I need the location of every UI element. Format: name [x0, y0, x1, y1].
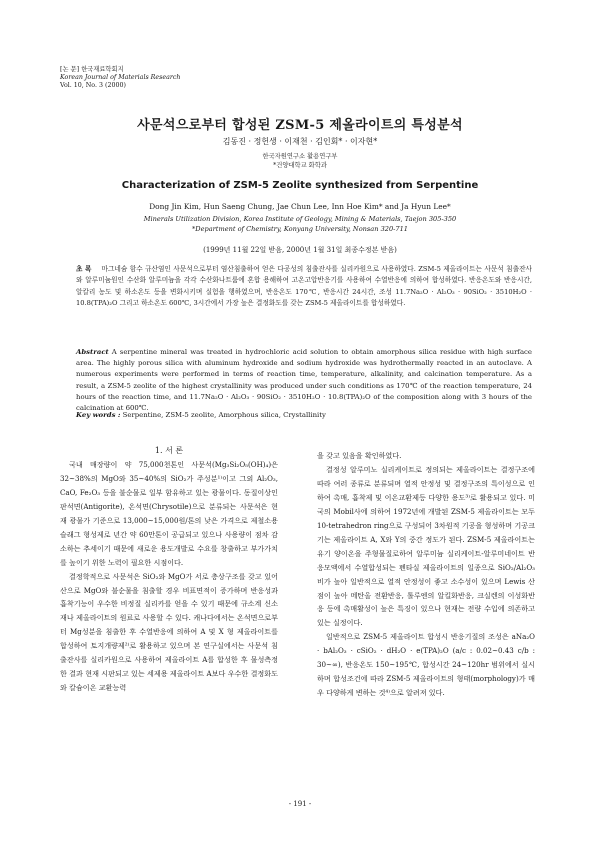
affiliations-english	[0, 214, 600, 234]
journal-line-3: Vol. 10, No. 3 (2000)	[60, 82, 126, 89]
journal-header	[60, 66, 180, 90]
abstract-english-label: Abstract	[76, 348, 109, 356]
title-english: Characterization of ZSM-5 Zeolite synthesized from Serpentine	[121, 180, 479, 191]
authors-korean: 김동진 · 정헌생 · 이재천 · 김인회* · 이자현*	[222, 137, 378, 146]
received-dates: (1999년 11월 22일 받음, 2000년 1월 31일 최종수정본 받음)	[203, 246, 397, 254]
abstract-korean	[76, 264, 532, 309]
journal-line-2: Korean Journal of Materials Research	[60, 74, 181, 81]
affiliations-korean	[0, 152, 600, 170]
body-column-right	[317, 449, 535, 700]
affiliation-korean-1: 한국자원연구소 활용연구부	[262, 153, 338, 160]
affiliation-english-2: *Department of Chemistry, Konyang University, Nonsan 320-711	[192, 225, 408, 233]
affiliation-korean-2: *건양대학교 화학과	[273, 162, 327, 169]
abstract-korean-label: 초 록	[76, 265, 92, 273]
intro-paragraph-3: 결정성 알루미노 실리케이트로 정의되는 제올라이트는 결정구조에 따라 여러 종류로 분류되며 열적 안정성 및 결정구조의 특이성으로 인하여 촉매, 흡착제 및 이온교환제등 다양한 용도³⁾로 활용되고 있다. 미국의 Mobil사에 의하여 1972년에 개발된 ZSM-5 제올라이트는 모두 10-tetrahedron ring으로 구성되어 3차원적 기공을 형성하며 기공크기는 제올라이트 A, X와 Y의 중간 정도가 된다. ZSM-5 제올라이트는 유기 양이온을 주형물질로하여 알루미늄 실리케이트-알루미네이트 반응모액에서 수열합성되는 펜타실 제올라이트의 일종으로 SiO₂/Al₂O₃ 비가 높아 일반적으로 열적 안정성이 좋고 소수성이 있으며 Lewis 산점이 높아 메탄올 전환반응, 톨루엔의 알킬화반응, 크실렌의 이성화반응 등에 촉매활성이 높은 특징이 있으나 현재는 전량 수입에 의존하고 있는 실정이다.	[317, 464, 535, 628]
body-column-left	[60, 444, 278, 695]
journal-line-1: [논 문] 한국재료학회지	[60, 66, 124, 73]
keywords	[76, 411, 532, 419]
authors-english: Dong Jin Kim, Hun Saeng Chung, Jae Chun Lee, Inn Hoe Kim* and Ja Hyun Lee*	[149, 202, 451, 211]
intro-paragraph-1: 국내 매장량이 약 75,000천톤인 사문석(Mg₃Si₂O₅(OH)₄)은 32~38%의 MgO와 35~40%의 SiO₂가 주성분¹⁾이고 그외 Al₂O₃, CaO, Fe₂O₃ 등을 불순물로 일부 함유하고 있는 광물이다. 동질이상인 판석면(Antigorite), 온석면(Chrysotile)으로 분류되는 사문석은 현재 광물가 기준으로 13,000~15,000원/톤의 낮은 가격으로 제철소용 슬래그 형성제로 년간 약 60만톤이 공급되고 있으나 사용량이 점차 감소하는 추세이기 때문에 새로운 용도개발로 수요를 창출하고 부가가치를 높이기 위한 노력이 필요한 시점이다.	[60, 459, 278, 567]
abstract-english-text: A serpentine mineral was treated in hydrochloric acid solution to obtain amorphous silica residue with high surface area. The highly porous silica with aluminum hydroxide and sodium hydroxide was hydrothermally reacted in an autoclave. A numerous experiments were performed in terms of reaction time, temperature, alkalinity, and calcination temperature. As a result, a ZSM-5 zeolite of the highest crystallinity was produced under such conditions as 170℃ of the reaction temperature, 24 hours of the reaction time, and 11.7Na₂O · Al₂O₃ · 90SiO₂ · 3510H₂O · 10.8(TPA)₂O of the composition along with 3 hours of the calcination at 600℃.	[76, 348, 532, 413]
affiliation-english-1: Minerals Utilization Division, Korea Institute of Geology, Mining & Materials, Taejon 305-350	[143, 215, 457, 223]
intro-paragraph-4: 일반적으로 ZSM-5 제올라이트 합성시 반응기질의 조성은 aNa₂O · bAl₂O₃ · cSiO₂ · dH₂O · e(TPA)₂O (a/c : 0.02~0.43 c/b : 30~∞), 반응온도 150~195℃, 합성시간 24~120hr 범위에서 실시하며 합성조건에 따라 ZSM-5 제올라이트의 형태(morphology)가 매우 다양하게 변하는 것⁴⁾으로 알려져 있다.	[317, 632, 535, 698]
page-number: - 191 -	[288, 800, 312, 808]
title-korean: 사문석으로부터 합성된 ZSM-5 제올라이트의 특성분석	[137, 118, 463, 133]
keywords-text: Serpentine, ZSM-5 zeolite, Amorphous silica, Crystallinity	[122, 411, 326, 419]
intro-paragraph-2-continued: 을 갖고 있음을 확인하였다.	[317, 451, 402, 460]
intro-paragraph-2: 결정학적으로 사문석은 SiO₂와 MgO가 서로 층상구조를 갖고 있어 산으로 MgO와 불순물을 침출할 경우 비표면적이 증가하며 반응성과 흡착기능이 우수한 비정질 실리카를 얻을 수 있기 때문에 규소계 신소재나 제올라이트의 원료로 사용할 수 있다. 캐나다에서는 온석면으로부터 Mg성분을 침출한 후 수열반응에 의하여 A 및 X 형 제올라이트를 합성하여 토지개량제²⁾로 활용하고 있으며 본 연구실에서는 사문석 침출잔사를 실리카원으로 사용하여 제올라이트 A를 합성한 후 물성측정한 결과 현재 시판되고 있는 세제용 제올라이트 A보다 우수한 결정화도와 칼슘이온 교환능력	[60, 571, 278, 693]
section-1-title: 1. 서 론	[154, 446, 184, 455]
abstract-english	[76, 347, 532, 414]
keywords-label: Key words :	[76, 411, 121, 419]
abstract-korean-text: 마그네슘 함수 규산염인 사문석으로부터 염산침출하여 얻은 다공성의 침출잔사를 실리카원으로 사용하였다. ZSM-5 제올라이트는 사문석 침출잔사와 알루미늄원인 수산화 알루미늄을 각각 수산화나트륨에 혼합 용해하여 고온고압반응기를 사용하여 수열반응에 의하여 합성하였다. 반응온도와 반응시간, 알칼리 농도 및 하소온도 등을 변화시키며 실험을 행하였으며, 반응온도 170℃, 반응시간 24시간, 조성 11.7Na₂O · Al₂O₃ · 90SiO₂ · 3510H₂O · 10.8(TPA)₂O 그리고 하소온도 600℃, 3시간에서 가장 높은 결정화도를 갖는 ZSM-5 제올라이트를 합성하였다.	[76, 265, 532, 307]
